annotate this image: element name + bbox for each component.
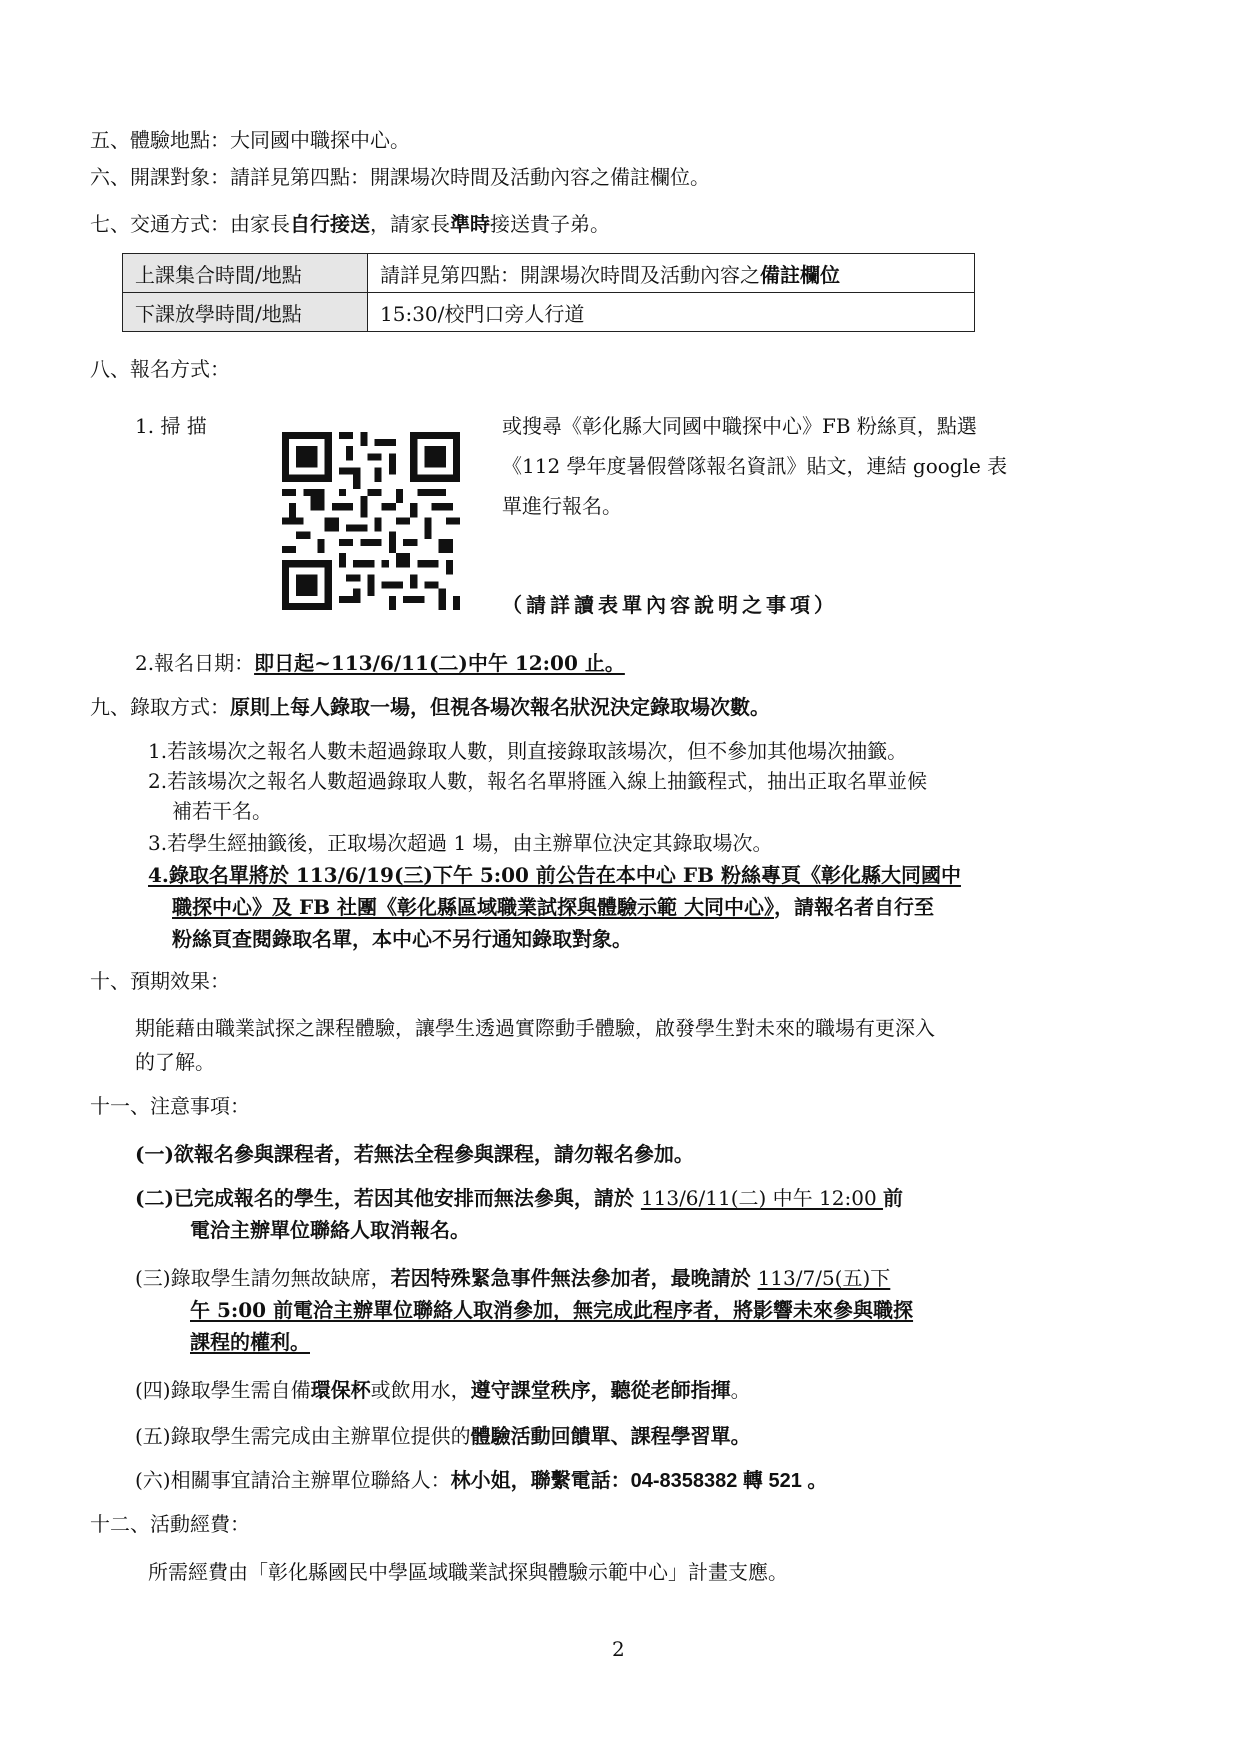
section11-title: 十一、注意事項： bbox=[90, 1094, 250, 1118]
notice-4-end: 。 bbox=[730, 1378, 751, 1402]
list-item-continued bbox=[172, 893, 934, 921]
notice-6-text: (六)相關事宜請洽主辦單位聯絡人： bbox=[135, 1468, 451, 1492]
item4-line3: 粉絲頁查閱錄取名單，本中心不另行通知錄取對象。 bbox=[172, 927, 632, 951]
transport-table bbox=[122, 253, 975, 332]
notice-1-text: (一)欲報名參與課程者，若無法全程參與課程，請勿報名參加。 bbox=[135, 1142, 694, 1166]
section7-text-2: ，請家長 bbox=[370, 212, 450, 236]
section5-text: 大同國中職探中心。 bbox=[230, 128, 410, 152]
notice-5-text: (五)錄取學生需完成由主辦單位提供的 bbox=[135, 1424, 471, 1448]
section10-line2: 的了解。 bbox=[135, 1050, 215, 1074]
table-row bbox=[123, 293, 975, 332]
section10-title: 十、預期效果： bbox=[90, 969, 230, 993]
section10-line1: 期能藉由職業試探之課程體驗，讓學生透過實際動手體驗，啟發學生對未來的職場有更深入 bbox=[135, 1016, 935, 1040]
list-item: 1.若該場次之報名人數未超過錄取人數，則直接錄取該場次，但不參加其他場次抽籤。 bbox=[148, 739, 908, 763]
notice-2-deadline: 113/6/11(二) 中午 12:00 bbox=[640, 1186, 884, 1210]
notice-4-mid: 或飲用水， bbox=[370, 1378, 471, 1402]
notice-2-tail: 前 bbox=[883, 1186, 904, 1210]
notice-3-line3: 課程的權利。 bbox=[190, 1330, 310, 1354]
section7-bold-ontime: 準時 bbox=[450, 212, 490, 236]
signup-desc-line2: 《112 學年度暑假營隊報名資訊》貼文，連結 google 表 bbox=[502, 454, 1008, 478]
section9-lead: 原則上每人錄取一場，但視各場次報名狀況決定錄取場次數。 bbox=[230, 695, 770, 719]
section6-line bbox=[90, 163, 710, 191]
notice-3-line2: 午 5:00 前電洽主辦單位聯絡人取消參加，無完成此程序者，將影響未來參與職探 bbox=[190, 1298, 914, 1322]
notice-item-5 bbox=[135, 1422, 751, 1450]
table-value bbox=[368, 293, 975, 332]
notice-5-bold: 體驗活動回饋單、課程學習單。 bbox=[470, 1424, 751, 1448]
table-value-bold: 備註欄位 bbox=[760, 262, 840, 287]
section9-line bbox=[90, 693, 770, 721]
notice-4-bold-cup: 環保杯 bbox=[310, 1378, 371, 1402]
signup-desc-line1: 或搜尋《彰化縣大同國中職探中心》FB 粉絲頁，點選 bbox=[502, 414, 977, 438]
notice-item-2 bbox=[135, 1184, 903, 1212]
item4-line2-underlined: 職探中心》及 FB 社團《彰化縣區域職業試探與體驗示範 大同中心》 bbox=[172, 895, 774, 919]
section7-prefix: 七、交通方式： bbox=[90, 212, 230, 236]
notice-6-contact: 林小姐，聯繫電話：04-8358382 轉 521 。 bbox=[450, 1470, 828, 1492]
notice-2-text: (二)已完成報名的學生，若因其他安排而無法參與，請於 bbox=[135, 1186, 641, 1210]
section7-bold-self-transport: 自行接送 bbox=[290, 212, 370, 236]
notice-item-3-cont bbox=[190, 1328, 310, 1356]
list-item-continued: 補若干名。 bbox=[172, 799, 272, 823]
list-item-continued bbox=[172, 925, 632, 953]
signup-note: （請詳讀表單內容說明之事項） bbox=[502, 593, 838, 617]
section5-prefix: 五、體驗地點： bbox=[90, 128, 230, 152]
notice-item-3-cont bbox=[190, 1296, 913, 1324]
signup-date-value: 即日起~113/6/11(二)中午 12:00 止。 bbox=[254, 651, 625, 675]
table-row bbox=[123, 254, 975, 293]
notice-2-line2: 電洽主辦單位聯絡人取消報名。 bbox=[190, 1218, 470, 1242]
signup-date-line bbox=[135, 649, 625, 677]
signup-desc-line3: 單進行報名。 bbox=[502, 494, 622, 518]
notice-3-deadline: 113/7/5(五)下 bbox=[757, 1266, 891, 1290]
section8-title: 八、報名方式： bbox=[90, 357, 230, 381]
section7-text-3: 接送貴子弟。 bbox=[490, 212, 610, 236]
qr-code-icon[interactable] bbox=[282, 432, 460, 610]
notice-item-2-cont bbox=[190, 1216, 470, 1244]
section12-title: 十二、活動經費： bbox=[90, 1512, 250, 1536]
signup-date-label: 2.報名日期： bbox=[135, 651, 255, 675]
item4-line1: 4.錄取名單將於 113/6/19(三)下午 5:00 前公告在本中心 FB 粉絲專頁《彰化縣大同國中 bbox=[148, 863, 961, 887]
notice-3-text: (三)錄取學生請勿無故缺席， bbox=[135, 1266, 391, 1290]
notice-3-bold: 若因特殊緊急事件無法參加者，最晚請於 bbox=[390, 1266, 758, 1290]
section6-text: 請詳見第四點：開課場次時間及活動內容之備註欄位。 bbox=[230, 165, 710, 189]
list-item: 2.若該場次之報名人數超過錄取人數，報名名單將匯入線上抽籤程式，抽出正取名單並候 bbox=[148, 769, 928, 793]
table-value bbox=[368, 254, 975, 293]
page-number: 2 bbox=[612, 1637, 625, 1661]
list-item bbox=[148, 861, 961, 889]
section5-line bbox=[90, 126, 410, 154]
notice-4-bold-rules: 遵守課堂秩序，聽從老師指揮 bbox=[470, 1378, 731, 1402]
item4-line2-rest: ，請報名者自行至 bbox=[774, 895, 934, 919]
notice-item-6 bbox=[135, 1466, 827, 1495]
scan-label: 1. 掃 描 bbox=[135, 414, 207, 438]
notice-item-4 bbox=[135, 1376, 751, 1404]
section6-prefix: 六、開課對象： bbox=[90, 165, 230, 189]
table-value-text: 15:30/校門口旁人行道 bbox=[380, 301, 585, 326]
table-label: 下課放學時間/地點 bbox=[123, 293, 368, 332]
table-value-text: 請詳見第四點：開課場次時間及活動內容之 bbox=[380, 262, 760, 287]
section9-prefix: 九、錄取方式： bbox=[90, 695, 230, 719]
notice-item-3 bbox=[135, 1264, 890, 1292]
list-item: 3.若學生經抽籤後，正取場次超過 1 場，由主辦單位決定其錄取場次。 bbox=[148, 831, 773, 855]
section12-text: 所需經費由「彰化縣國民中學區域職業試探與體驗示範中心」計畫支應。 bbox=[148, 1560, 788, 1584]
section7-text-1: 由家長 bbox=[230, 212, 290, 236]
notice-item-1 bbox=[135, 1140, 694, 1168]
table-label: 上課集合時間/地點 bbox=[123, 254, 368, 293]
notice-4-text: (四)錄取學生需自備 bbox=[135, 1378, 311, 1402]
section7-line bbox=[90, 210, 610, 238]
